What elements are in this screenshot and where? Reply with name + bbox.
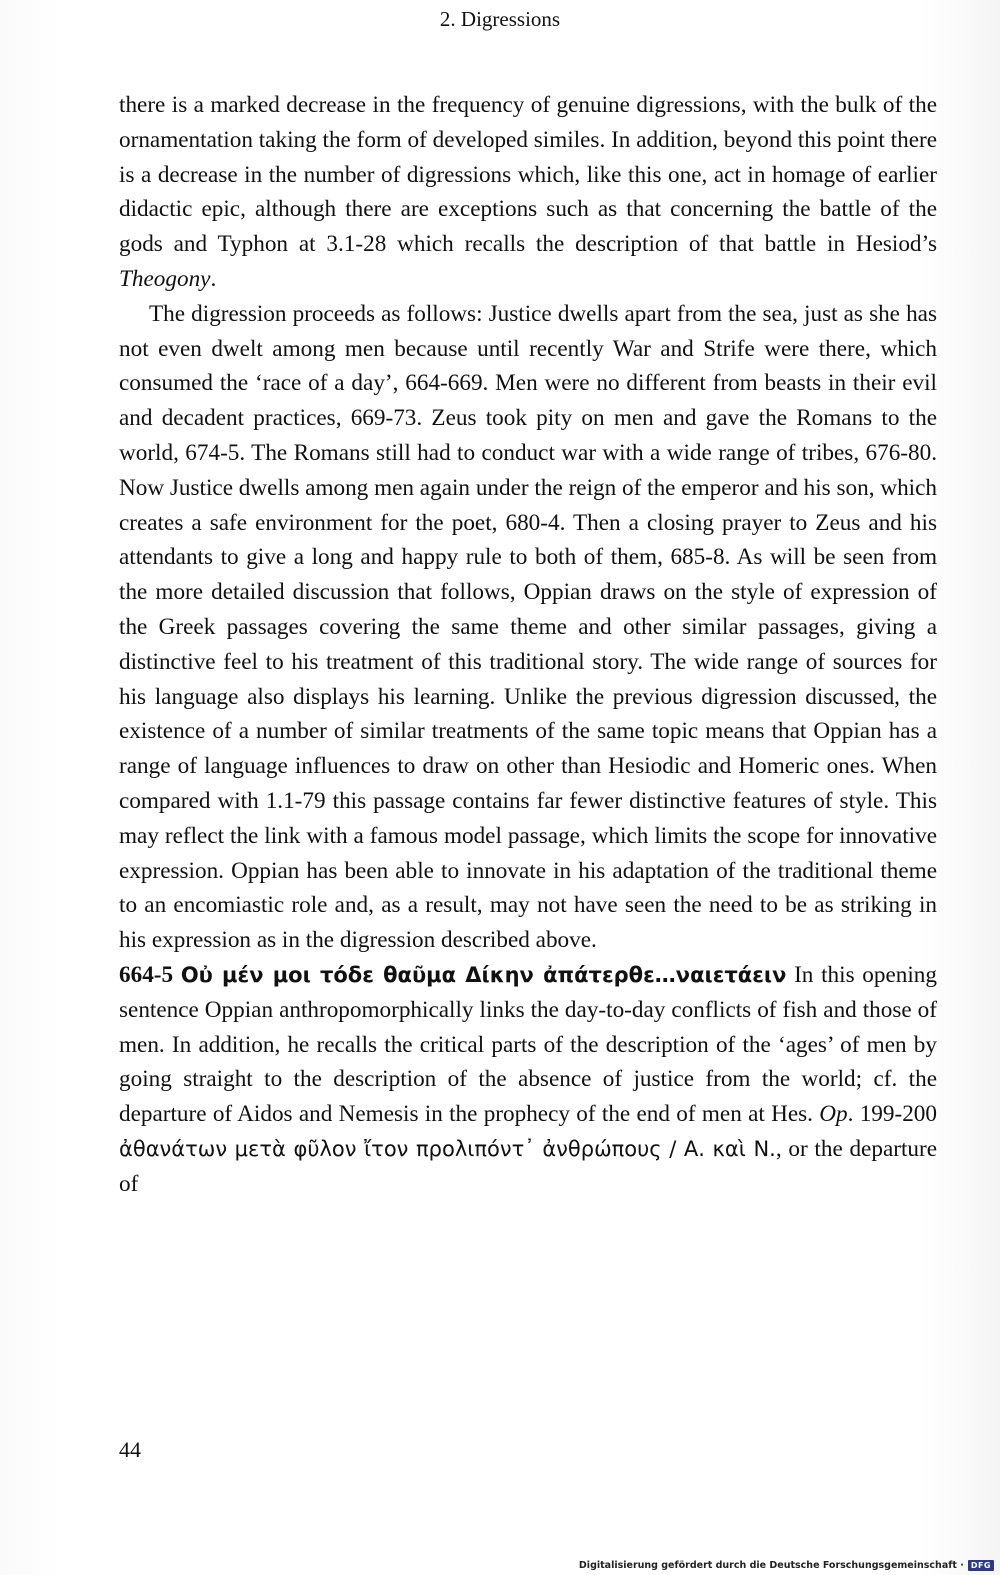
- paragraph-2: The digression proceeds as follows: Justice dwells apart from the sea, just as she has not even dwelt among men because until recently War and Strife were there, which consumed the ‘race of a day’, 664-669. Men were no different from beasts in their evil and decadent practices, 669-73. Zeus took pity on men and gave the Romans to the world, 674-5. The Romans still had to conduct war with a wide range of tribes, 676-80. Now Justice dwells among men again under the reign of the emperor and his son, which creates a safe environment for the poet, 680-4. Then a closing prayer to Zeus and his attendants to give a long and happy rule to both of them, 685-8. As will be seen from the more detailed discussion that follows, Oppian draws on the style of expression of the Greek passages covering the same theme and other similar passages, giving a distinctive feel to his treatment of this traditional story. The wide range of sources for his language also displays his learning. Unlike the previous digression discussed, the existence of a number of similar treatments of the same topic means that Oppian has a range of language influences to draw on other than Hesiodic and Homeric ones. When compared with 1.1-79 this passage contains far fewer distinctive features of style. This may reflect the link with a famous model passage, which limits the scope for innovative expression. Oppian has been able to innovate in his adaptation of the traditional theme to an encomiastic role and, as a result, may not have seen the need to be as striking in his expression as in the digression described above.: [119, 300, 937, 954]
- paragraph-1: [119, 88, 937, 297]
- lemma-line-ref: 664-5: [119, 961, 174, 988]
- title-op: Op: [819, 1101, 848, 1128]
- quote-greek: ἀθανάτων μετὰ φῦλον ἴτον προλιπόντ᾽ ἀνθρώπους / Α. καὶ Ν.: [119, 1136, 776, 1161]
- running-head: 2. Digressions: [439, 7, 561, 31]
- paragraph-3-text-a: In this opening sentence Oppian anthropomorphically links the day-to-day conflicts of fish and those of men. In addition, he recalls the critical parts of the description of the ‘ages’ of men by going straight to the description of the absence of justice from the world; cf. the departure of Aidos and Nemesis in the prophecy of the end of men at Hes.: [119, 961, 937, 1128]
- dfg-logo: DFG: [968, 1560, 994, 1571]
- footer-text: Digitalisierung gefördert durch die Deutsche Forschungsgemeinschaft ·: [578, 1560, 964, 1571]
- lemma-greek: Οὐ μέν μοι τόδε θαῦμα Δίκην ἀπάτερθε…ναιετάειν: [180, 962, 787, 987]
- body-text: [119, 88, 937, 1202]
- page-number: 44: [119, 1437, 141, 1462]
- paragraph-3-text-b: . 199-200: [847, 1101, 937, 1128]
- paragraph-1-text: there is a marked decrease in the frequency of genuine digressions, with the bulk of the ornamentation taking the form of developed similes. In addition, beyond this point there is a decrease in the number of digressions which, like this one, act in homage of earlier didactic epic, although there are exceptions such as that concerning the battle of the gods and Typhon at 3.1-28 which recalls the description of that battle in Hesiod’s: [119, 92, 937, 258]
- paragraph-3-text-c: , or the departure of: [119, 1135, 938, 1197]
- paragraph-1-end: .: [210, 265, 217, 292]
- paragraph-3: [119, 958, 937, 1202]
- title-theogony: Theogony: [119, 265, 211, 292]
- digitization-footer: [579, 1560, 994, 1571]
